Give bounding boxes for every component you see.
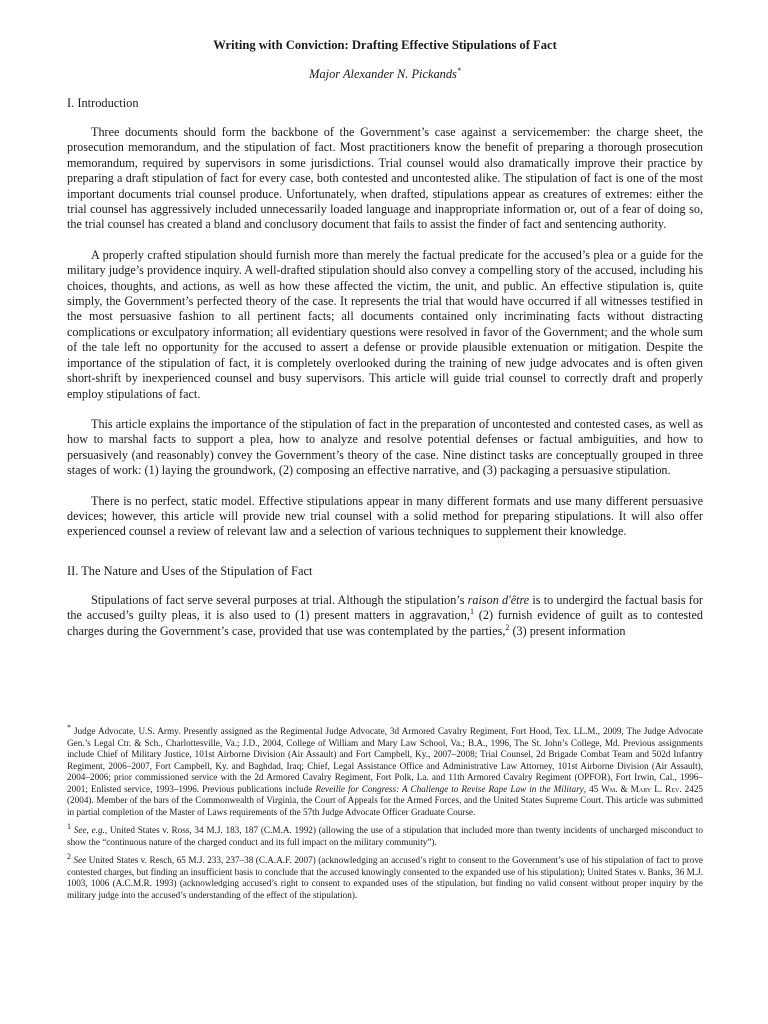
footnote-2 bbox=[67, 851, 704, 901]
footnote-ref-2[interactable]: 2 bbox=[505, 622, 510, 632]
footnote-1 bbox=[67, 821, 704, 848]
paragraph-5 bbox=[67, 593, 703, 639]
footnote-author-text-a: Judge Advocate, U.S. Army. Presently assigned as the Regimental Judge Advocate, 3d Armored Cavalry Regiment, Fort Hood, Tex. LL.M., 2009, The Judge Advocate Gen.’s Legal Ctr. & Sch., Charlottesville, Va.; J.D., 2004, College of William and Mary Law School, Va.; B.A., 1996, The St. John’s College, Md. Previous assignments include Chief of Military Justice, 101st Airborne Division (Air Assault) and Fort Campbell, Ky., 2007–2008; Trial Counsel, 2d Brigade Combat Team and 502d Infantry Regiment, 2006–2007, Fort Campbell, Ky. and Baghdad, Iraq; Chief, Legal Assistance Office and Administrative Law Attorney, 101st Airborne Division (Air Assault), 2004–2006; prior commissioned service with the 2d Armored Cavalry Regiment, Fort Polk, La. and 11th Armored Cavalry Regiment (OPFOR), Fort Irwin, Cal., 1996–2001; Enlisted service, 1993–1996. Previous publications include bbox=[67, 726, 703, 794]
article-title: Writing with Conviction: Drafting Effective Stipulations of Fact bbox=[213, 38, 557, 52]
author-footnote-mark: * bbox=[456, 65, 461, 75]
paragraph-2: A properly crafted stipulation should furnish more than merely the factual predicate for the accused’s plea or a guide for the military judge’s providence inquiry. A well-drafted stipulation should also convey a compelling story of the accused, including his choices, thoughts, and actions, as well as how these affected the victim, the unit, and public. An effective stipulation is, quite simply, the Government’s perfected theory of the case. It represents the trial that would have occurred if all witnesses testified in the most persuasive fashion to all pertinent facts; all documents contained only incriminating facts without distracting complications or exculpatory information; all evidentiary questions were resolved in favor of the Government; and the whole sum of the tale left no opportunity for the accused to assert a defense or provide plausible extenuation or mitigation. Despite the importance of the stipulation of fact, it is completely overlooked during the training of new judge advocates and is often given short-shrift by inexperienced counsel and busy supervisors. This article will guide trial counsel to correctly draft and properly employ stipulations of fact. bbox=[67, 247, 703, 401]
footnote-author-publication: Reveille for Congress: A Challenge to Revise Rape Law in the Military bbox=[315, 783, 584, 794]
p5-part-b: is to undergird the factual basis for the accused’s guilty pleas, it is also used to (1) present matters in aggravation, bbox=[67, 592, 703, 623]
footnote-author-journal-wm: m bbox=[609, 783, 616, 794]
article-body bbox=[67, 38, 703, 654]
footnote-1-signal: See, e.g. bbox=[71, 825, 105, 835]
footnote-author-mark: * bbox=[67, 722, 71, 732]
p5-raison-detre: raison d'être bbox=[467, 592, 530, 607]
p5-part-d: (3) present information bbox=[509, 623, 626, 638]
section-heading-nature-and-uses: II. The Nature and Uses of the Stipulation of Fact bbox=[67, 563, 313, 578]
section-heading-introduction: I. Introduction bbox=[67, 96, 139, 110]
footnote-2-text: United States v. Resch, 65 M.J. 233, 237–38 (C.A.A.F. 2007) (acknowledging an accused’s right to consent to the Government’s use of his stipulation of fact to prove contested charges, but finding an insufficient basis to conclude that the accused knowingly consented to the expanded use of his stipulation); United States v. Banks, 36 M.J. 1003, 1006 (A.C.M.R. 1993) (acknowledging accused’s right to consent to expanded uses of the stipulation, but finding no valid consent without proper inquiry by the military judge into the accused’s understanding of the effect of the stipulation). bbox=[67, 855, 704, 900]
article-author bbox=[67, 67, 703, 82]
footnote-1-text: , United States v. Ross, 34 M.J. 183, 187 (C.M.A. 1992) (allowing the use of a stipulation that included more than twenty incidents of uncharged misconduct to show the “continuous nature of the charged conduct and its full impact on the military community”). bbox=[67, 825, 704, 847]
author-name: Major Alexander N. Pickands bbox=[309, 67, 457, 81]
footnote-2-signal: See bbox=[71, 855, 87, 865]
footnote-author-journal-mary: ary bbox=[638, 783, 652, 794]
footnote-author-text-d: L. R bbox=[651, 783, 672, 794]
footnote-author-text-e: . 2425 (2004). Member of the bars of the Commonwealth of Virginia, the Court of Appeals for the Armed Forces, and the United States Supreme Court. This article was submitted in partial completion of the Master of Laws requirements of the 57th Judge Advocate Officer Graduate Course. bbox=[67, 783, 704, 817]
paragraph-1: Three documents should form the backbone of the Government’s case against a servicemember: the charge sheet, the prosecution memorandum, and the stipulation of fact. Most practitioners know the benefit of preparing a thorough prosecution memorandum, required by supervisors in some jurisdictions. Trial counsel would also dramatically improve their practice by preparing a draft stipulation of fact for every case, both contested and uncontested alike. The stipulation of fact is one of the most important documents trial counsel produce. Unfortunately, when drafted, stipulations appear as creatures of extremes: either the trial counsel has aggressively included unnecessarily loaded language and inappropriate information or, out of a fear of doing so, the trial counsel has created a bland and conclusory document that fails to assist the finder of fact and sentencing authority. bbox=[67, 125, 703, 232]
p5-part-a: Stipulations of fact serve several purposes at trial. Although the stipulation’s bbox=[91, 592, 468, 607]
footnote-author-journal-rev: ev bbox=[671, 783, 680, 794]
footnote-author-text-c: . & M bbox=[615, 783, 639, 794]
footnote-2-mark: 2 bbox=[67, 851, 71, 861]
p5-part-c: (2) furnish evidence of guilt as to contested charges during the Government’s case, provided that use was contemplated by the parties, bbox=[67, 608, 703, 638]
footnote-ref-1[interactable]: 1 bbox=[469, 607, 474, 617]
paragraph-4: There is no perfect, static model. Effective stipulations appear in many different formats and use many different persuasive devices; however, this article will provide new trial counsel with a solid method for preparing stipulations. It will also offer experienced counsel a review of relevant law and a selection of various techniques to supplement their knowledge. bbox=[67, 493, 703, 539]
footnote-1-mark: 1 bbox=[67, 821, 71, 831]
paragraph-3: This article explains the importance of the stipulation of fact in the preparation of uncontested and contested cases, as well as how to marshal facts to support a plea, how to analyze and resolve potential defenses or factual ambiguities, and how to persuasively (and reasonably) convey the Government’s theory of the case. Nine distinct tasks are conceptually grouped in three stages of work: (1) laying the groundwork, (2) composing an effective narrative, and (3) packaging a persuasive stipulation. bbox=[67, 416, 703, 478]
footnote-author-text-b: , 45 W bbox=[583, 783, 610, 794]
footnotes bbox=[67, 722, 704, 908]
footnote-author bbox=[67, 722, 704, 818]
